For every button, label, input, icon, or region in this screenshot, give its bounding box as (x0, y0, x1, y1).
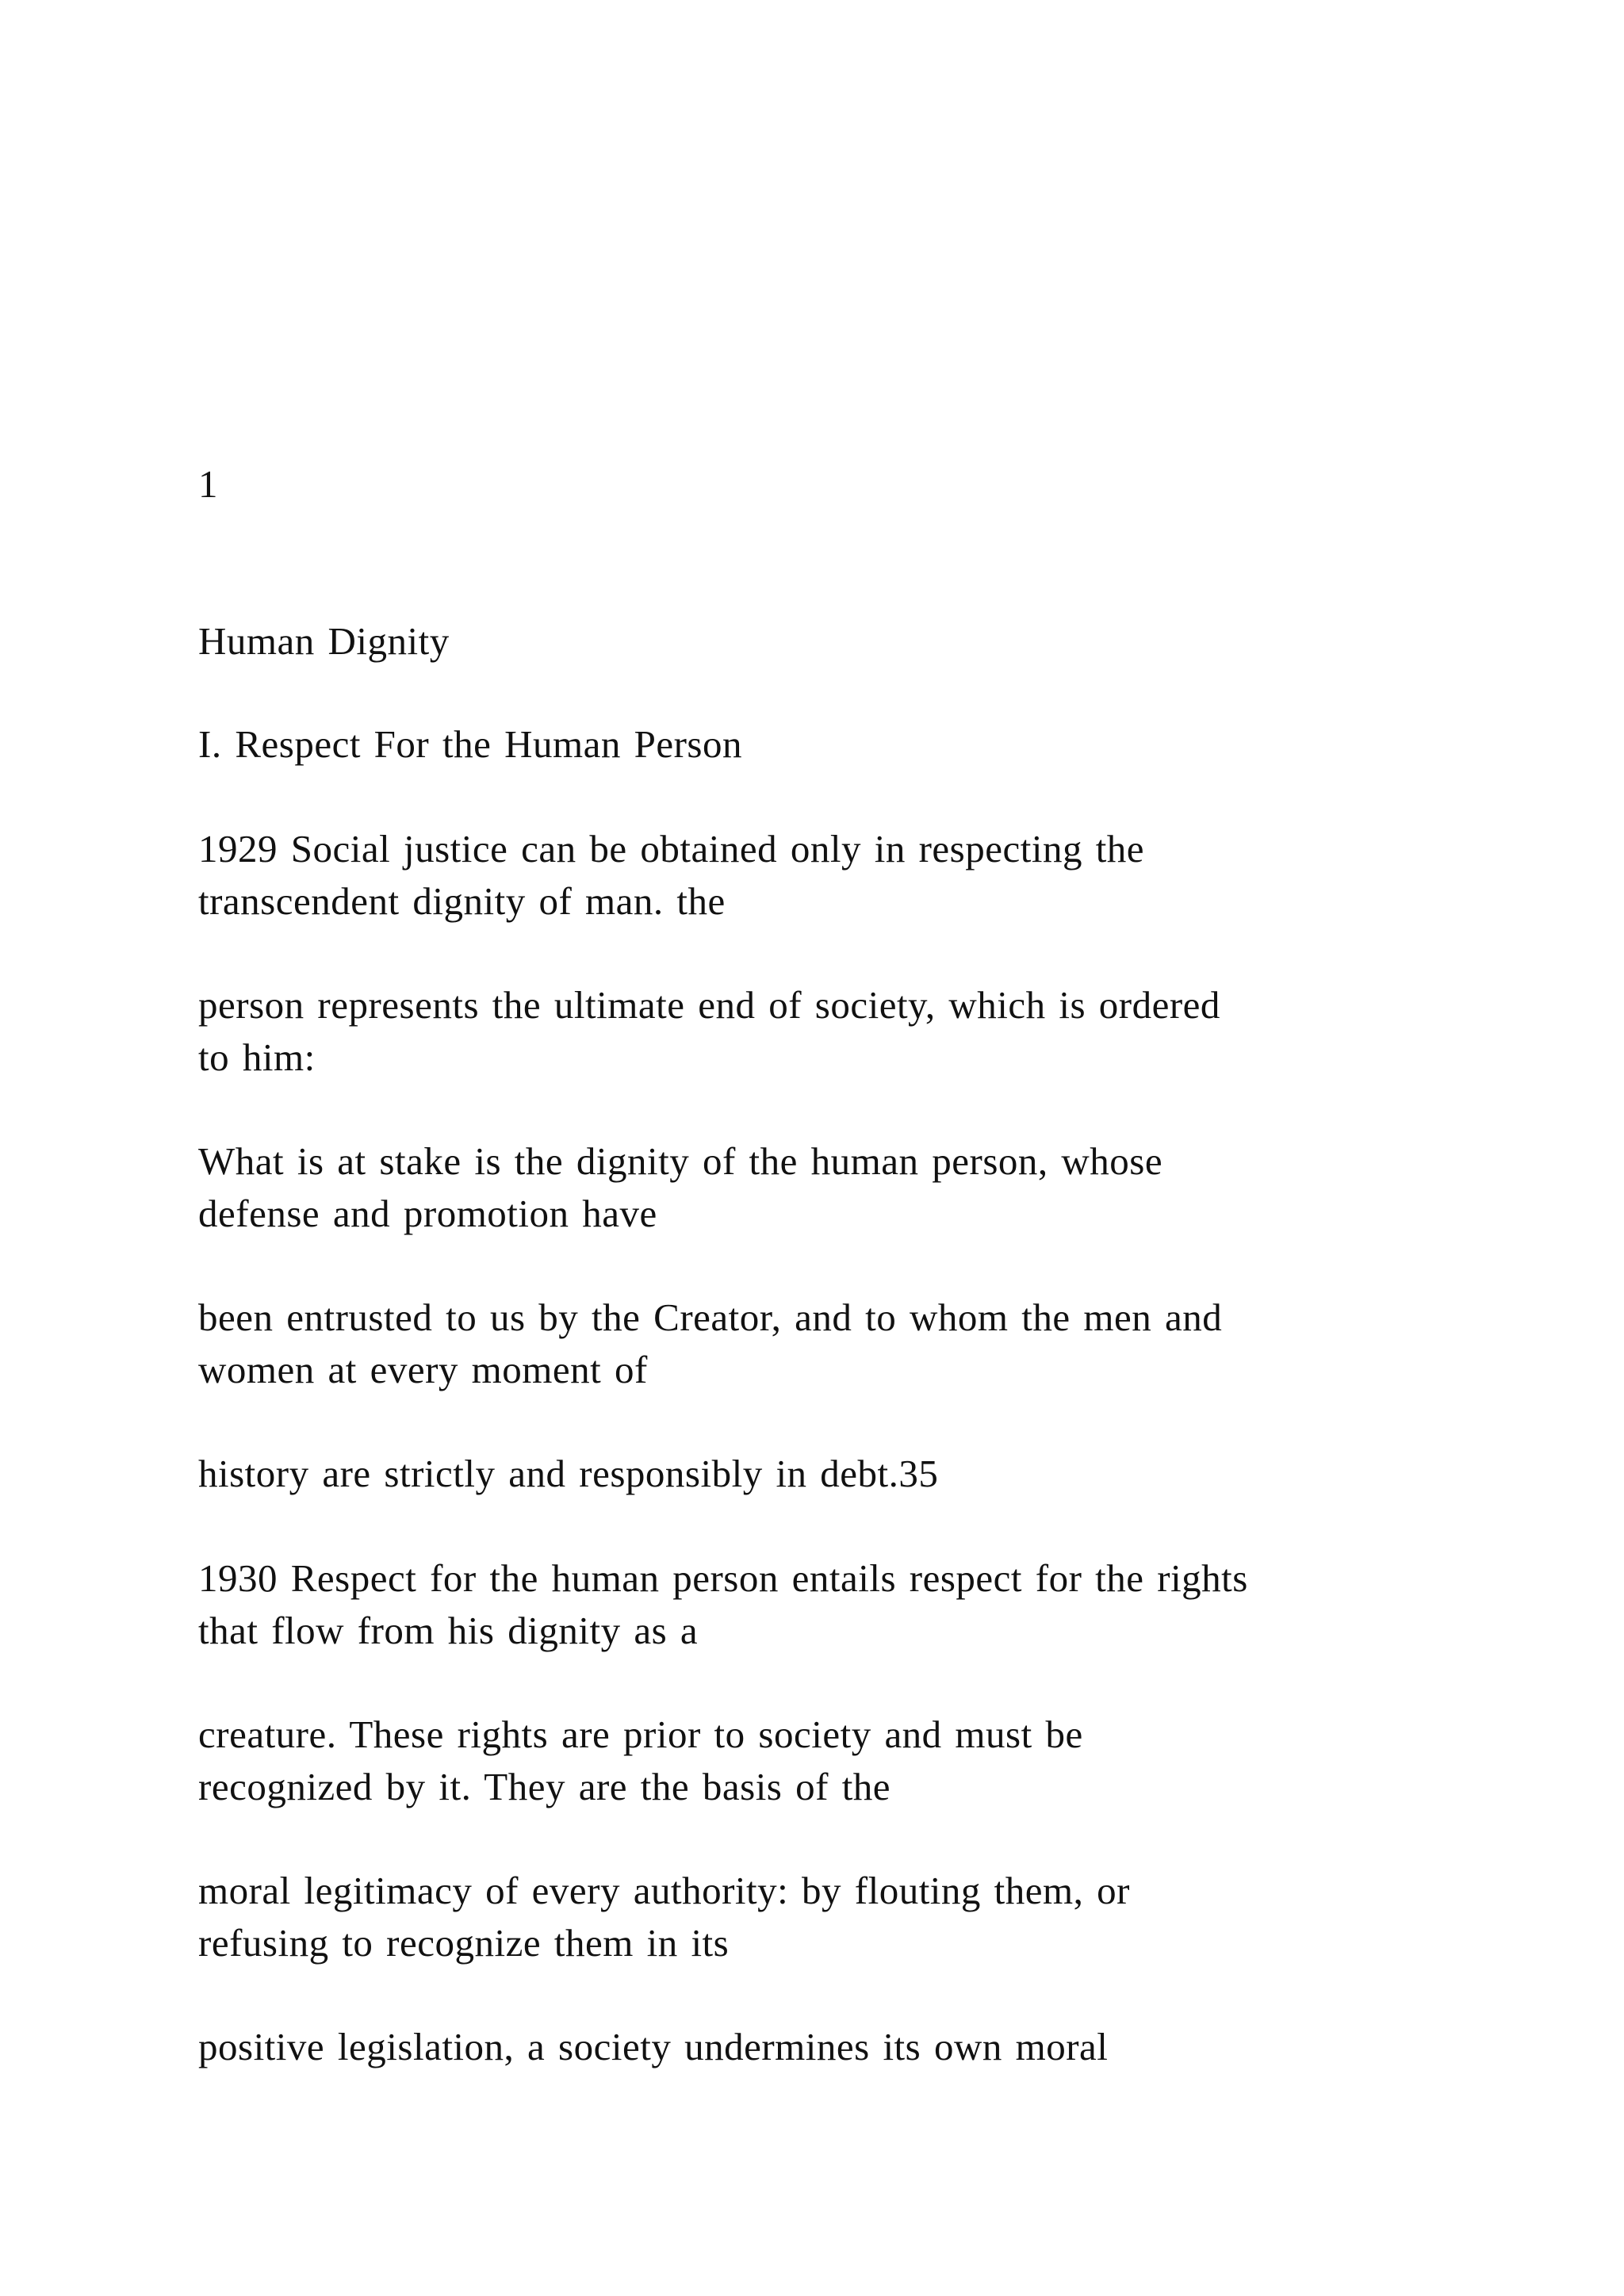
paragraph-line: transcendent dignity of man. the (198, 879, 726, 923)
page-number: 1 (198, 462, 218, 506)
paragraph-line: What is at stake is the dignity of the human person, whose (198, 1139, 1163, 1183)
paragraph-line: person represents the ultimate end of society, which is ordered (198, 983, 1220, 1027)
paragraph-line: refusing to recognize them in its (198, 1921, 730, 1965)
section-heading: I. Respect For the Human Person (198, 722, 742, 766)
paragraph-line: defense and promotion have (198, 1192, 657, 1235)
paragraph-line: recognized by it. They are the basis of the (198, 1765, 891, 1808)
paragraph-line: positive legislation, a society undermines its own moral (198, 2025, 1109, 2068)
paragraph-line: history are strictly and responsibly in debt.35 (198, 1452, 939, 1495)
paragraph-line: women at every moment of (198, 1348, 648, 1391)
paragraph-line: moral legitimacy of every authority: by flouting them, or (198, 1869, 1130, 1912)
paragraph-line: that flow from his dignity as a (198, 1609, 699, 1652)
paragraph-line: been entrusted to us by the Creator, and to whom the men and (198, 1295, 1223, 1339)
paragraph-line: creature. These rights are prior to society and must be (198, 1712, 1083, 1756)
paragraph-line: 1930 Respect for the human person entails respect for the rights (198, 1556, 1248, 1600)
paragraph-line: 1929 Social justice can be obtained only in respecting the (198, 827, 1145, 871)
paragraph-line: to him: (198, 1035, 316, 1079)
document-title: Human Dignity (198, 619, 450, 663)
